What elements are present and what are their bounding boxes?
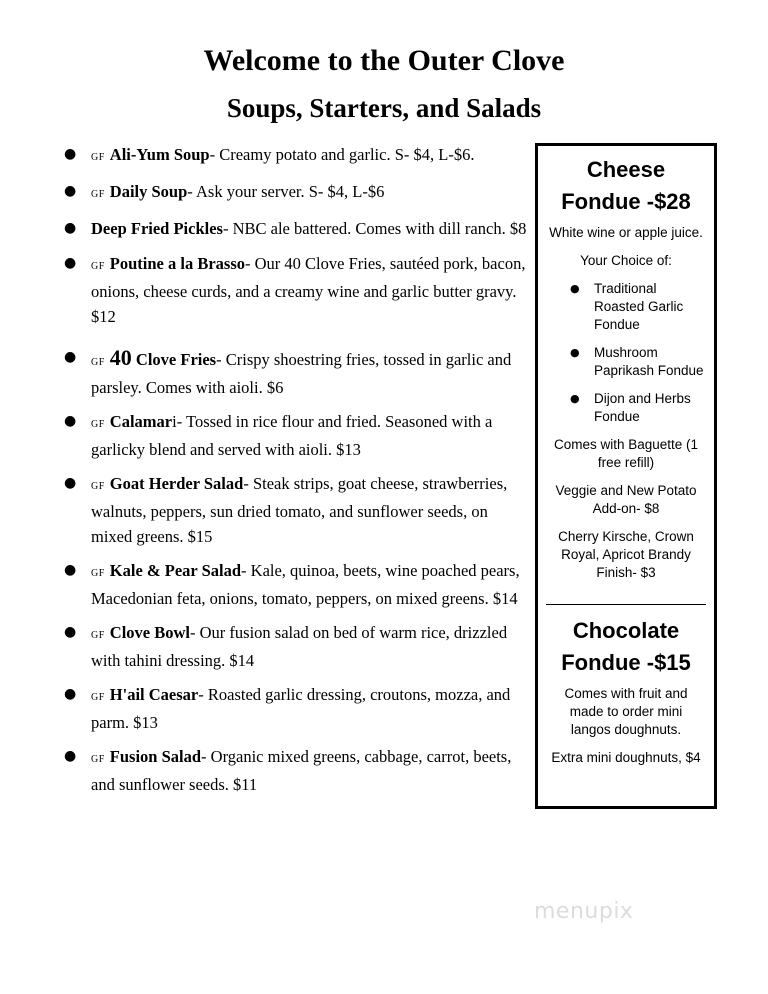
item-name: Poutine a la Brasso (109, 254, 246, 273)
item-description: - Roasted garlic dressing, croutons, mozza, and parm. $13 (91, 685, 511, 732)
cheese-fondue-title: Cheese Fondue -$28 (561, 157, 691, 214)
gluten-free-tag: GF (91, 357, 105, 368)
fondue-choice (538, 280, 714, 334)
gluten-free-tag: GF (91, 189, 105, 200)
item-description: - Kale, quinoa, beets, wine poached pears, Macedonian feta, onions, tomato, peppers, on mixed greens. $14 (91, 561, 520, 608)
fondue-choice (538, 390, 714, 426)
item-description: - Organic mixed greens, cabbage, carrot, beets, and sunflower seeds. $11 (91, 747, 512, 794)
bullet-icon: ● (570, 392, 580, 405)
cheese-fondue-base: White wine or apple juice. (549, 225, 703, 240)
bullet-icon: ● (64, 220, 77, 236)
bullet-icon: ● (64, 562, 77, 578)
item-name: Fusion Salad (109, 747, 202, 766)
chocolate-fondue-title: Chocolate Fondue -$15 (561, 618, 691, 675)
bullet-icon: ● (64, 349, 77, 365)
item-description: - Tossed in rice flour and fried. Seasoned with a garlicky blend and served with aioli. $13 (91, 412, 493, 459)
item-description: - Our 40 Clove Fries, sautéed pork, bacon, onions, cheese curds, and a creamy wine and garlic butter gravy. $12 (91, 254, 526, 326)
item-name: Deep Fried Pickles (91, 219, 223, 238)
menu-item (64, 251, 529, 329)
cheese-fondue-choice-label: Your Choice of: (580, 253, 672, 268)
gluten-free-tag: GF (91, 568, 105, 579)
bullet-icon: ● (64, 686, 77, 702)
bullet-icon: ● (64, 475, 77, 491)
menu-item (64, 409, 529, 462)
menu-item (64, 471, 529, 549)
item-description: - Crispy shoestring fries, tossed in garlic and parsley. Comes with aioli. $6 (91, 350, 512, 397)
item-name: Clove Fries (131, 350, 217, 369)
item-description: - Our fusion salad on bed of warm rice, drizzled with tahini dressing. $14 (91, 623, 508, 670)
chocolate-fondue-extra: Extra mini doughnuts, $4 (551, 750, 701, 765)
fondue-box (535, 143, 717, 809)
page-title: Welcome to the Outer Clove (203, 44, 565, 77)
fondue-choice (538, 344, 714, 380)
gluten-free-tag: GF (91, 692, 105, 703)
fondue-choice-label: Dijon and Herbs Fondue (594, 391, 691, 424)
cheese-fondue-addon: Veggie and New Potato Add-on- $8 (555, 483, 697, 516)
gluten-free-tag: GF (91, 152, 105, 163)
item-name: Goat Herder Salad (109, 474, 244, 493)
item-name: H'ail Caesar (109, 685, 199, 704)
menu-item (64, 345, 529, 400)
menu-item (64, 682, 529, 735)
gluten-free-tag: GF (91, 754, 105, 765)
bullet-icon: ● (64, 183, 77, 199)
item-description: - NBC ale battered. Comes with dill ranch. $8 (222, 219, 527, 238)
box-divider (546, 604, 706, 605)
item-name-number: 40 (109, 345, 132, 370)
item-description: - Ask your server. S- $4, L-$6 (187, 182, 385, 201)
bullet-icon: ● (570, 282, 580, 295)
item-name: Kale & Pear Salad (109, 561, 242, 580)
menu-item (64, 179, 529, 207)
gluten-free-tag: GF (91, 630, 105, 641)
watermark-logo: menupix (534, 899, 634, 924)
section-title: Soups, Starters, and Salads (226, 93, 542, 123)
item-name-tail: i (172, 412, 177, 431)
bullet-icon: ● (64, 255, 77, 271)
cheese-fondue-finish: Cherry Kirsche, Crown Royal, Apricot Brandy Finish- $3 (558, 529, 694, 580)
menu-item (64, 142, 529, 170)
cheese-fondue-baguette: Comes with Baguette (1 free refill) (553, 437, 699, 470)
bullet-icon: ● (64, 624, 77, 640)
fondue-choice-label: Traditional Roasted Garlic Fondue (594, 281, 684, 332)
gluten-free-tag: GF (91, 481, 105, 492)
menu-item (64, 744, 529, 797)
bullet-icon: ● (64, 748, 77, 764)
bullet-icon: ● (64, 146, 77, 162)
menu-item (64, 216, 529, 241)
bullet-icon: ● (570, 346, 580, 359)
bullet-icon: ● (64, 413, 77, 429)
item-description: - Creamy potato and garlic. S- $4, L-$6. (209, 145, 475, 164)
gluten-free-tag: GF (91, 419, 105, 430)
menu-item (64, 620, 529, 673)
fondue-choice-label: Mushroom Paprikash Fondue (594, 345, 704, 378)
item-name: Daily Soup (109, 182, 188, 201)
gluten-free-tag: GF (91, 261, 105, 272)
item-name: Ali-Yum Soup (109, 145, 210, 164)
menu-item-list (64, 142, 529, 806)
item-description: - Steak strips, goat cheese, strawberries, walnuts, peppers, sun dried tomato, and sunflower seeds, on mixed greens. $15 (91, 474, 508, 546)
menu-item (64, 558, 529, 611)
cheese-fondue-choices (538, 280, 714, 426)
item-name: Clove Bowl (109, 623, 191, 642)
chocolate-fondue-description: Comes with fruit and made to order mini langos doughnuts. (564, 686, 688, 737)
item-name: Calamar (109, 412, 173, 431)
